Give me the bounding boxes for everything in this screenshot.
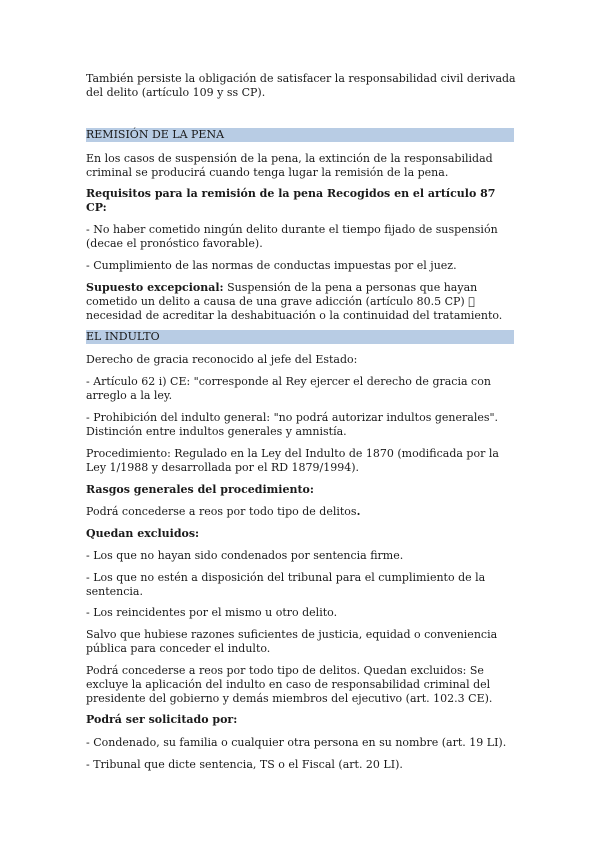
section-heading-indulto bbox=[86, 330, 514, 344]
section-heading-remision bbox=[86, 128, 514, 142]
supuesto-paragraph bbox=[86, 281, 516, 323]
solicitante-item: - Condenado, su familia o cualquier otra persona en su nombre (art. 19 LI). bbox=[86, 736, 507, 749]
solicitado-heading-text: Podrá ser solicitado por: bbox=[86, 713, 238, 726]
rasgos-heading bbox=[86, 483, 516, 497]
indulto-item: - Prohibición del indulto general: "no podrá autorizar indultos generales". Distinción entre indultos generales y amnistía. bbox=[86, 411, 499, 438]
requisito-item: - Cumplimiento de las normas de conductas impuestas por el juez. bbox=[86, 259, 457, 272]
reos-excluidos-paragraph: Podrá concederse a reos por todo tipo de delitos. Quedan excluidos: Se excluye la aplicación del indulto en caso de responsabilidad criminal del presidente del gobierno y demás miembros del ejecutivo (art. 102.3 CE). bbox=[86, 664, 493, 705]
excluidos-heading bbox=[86, 527, 516, 541]
excluido-item: - Los que no hayan sido condenados por sentencia firme. bbox=[86, 549, 404, 562]
excluido-item: - Los que no estén a disposición del tribunal para el cumplimiento de la sentencia. bbox=[86, 571, 486, 598]
remision-paragraph: En los casos de suspensión de la pena, la extinción de la responsabilidad criminal se producirá cuando tenga lugar la remisión de la pena. bbox=[86, 152, 493, 179]
requisito-item: - No haber cometido ningún delito durante el tiempo fijado de suspensión (decae el pronóstico favorable). bbox=[86, 223, 498, 250]
reos-paragraph bbox=[86, 505, 516, 519]
reos-period: . bbox=[356, 505, 361, 518]
gracia-paragraph: Derecho de gracia reconocido al jefe del Estado: bbox=[86, 353, 358, 366]
section-heading-text: REMISIÓN DE LA PENA bbox=[86, 128, 225, 141]
requisitos-heading-text: Requisitos para la remisión de la pena Recogidos en el artículo 87 CP: bbox=[86, 187, 496, 214]
intro-paragraph: También persiste la obligación de satisfacer la responsabilidad civil derivada del delito (artículo 109 y ss CP). bbox=[86, 72, 516, 99]
section-heading-text: EL INDULTO bbox=[86, 330, 160, 343]
solicitado-heading bbox=[86, 713, 516, 727]
supuesto-label: Supuesto excepcional: bbox=[86, 281, 224, 294]
excluidos-heading-text: Quedan excluidos: bbox=[86, 527, 200, 540]
excluido-item: - Los reincidentes por el mismo u otro delito. bbox=[86, 606, 338, 619]
reos-text: Podrá concederse a reos por todo tipo de delitos bbox=[86, 505, 357, 518]
solicitante-item: - Tribunal que dicte sentencia, TS o el Fiscal (art. 20 LI). bbox=[86, 758, 403, 771]
procedimiento-paragraph: Procedimiento: Regulado en la Ley del Indulto de 1870 (modificada por la Ley 1/1988 y desarrollada por el RD 1879/1994). bbox=[86, 447, 499, 474]
salvo-paragraph: Salvo que hubiese razones suficientes de justicia, equidad o conveniencia pública para conceder el indulto. bbox=[86, 628, 498, 655]
requisitos-heading bbox=[86, 187, 516, 215]
rasgos-heading-text: Rasgos generales del procedimiento: bbox=[86, 483, 314, 496]
indulto-item: - Artículo 62 i) CE: "corresponde al Rey ejercer el derecho de gracia con arreglo a la ley. bbox=[86, 375, 491, 402]
supuesto-text: Suspensión de la pena a personas que hayan cometido un delito a causa de una grave adicción (artículo 80.5 CP) necesidad de acreditar la deshabituación o la continuidad del tratamiento. bbox=[86, 281, 503, 322]
